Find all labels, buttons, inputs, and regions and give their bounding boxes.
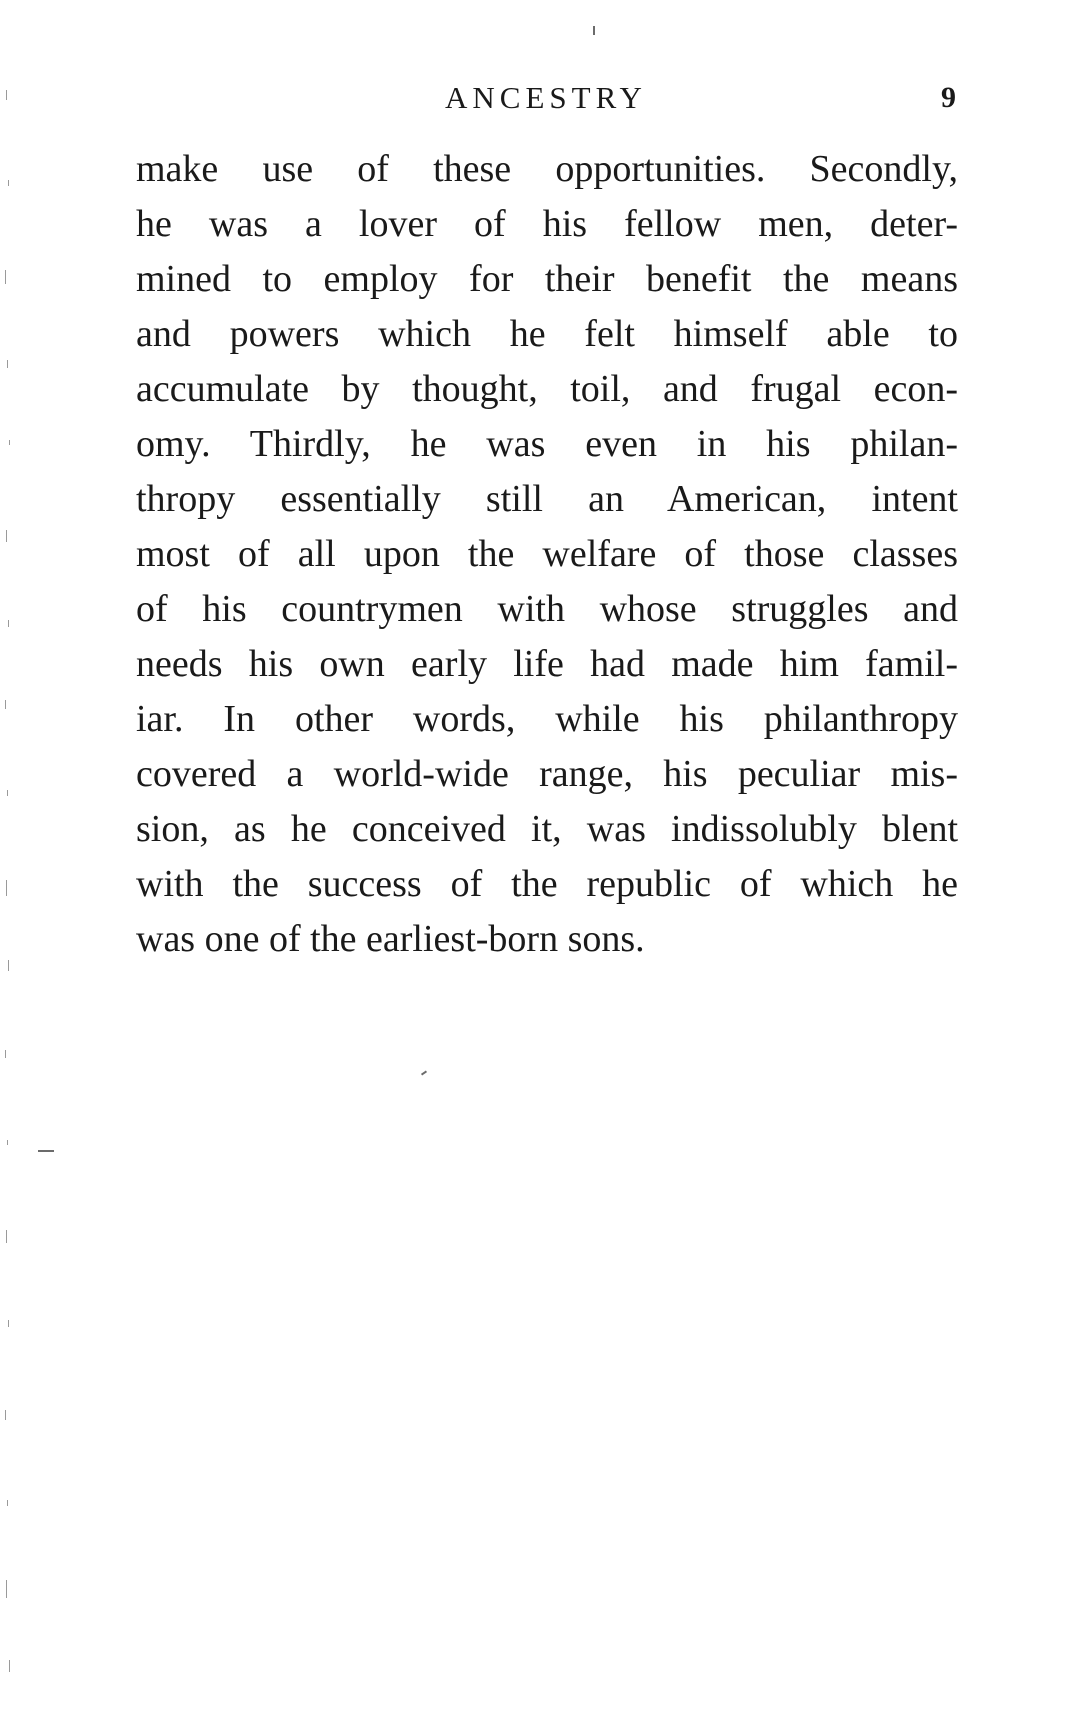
page-edge-specks xyxy=(0,60,16,1700)
text-line: with the success of the republic of which he xyxy=(136,863,958,905)
body-paragraph xyxy=(136,142,958,967)
text-line: thropy essentially still an American, intent xyxy=(136,478,958,520)
ink-speck-top xyxy=(593,26,595,35)
page-number: 9 xyxy=(941,81,956,114)
text-line: covered a world-wide range, his peculiar mis- xyxy=(136,753,958,795)
running-title: ANCESTRY xyxy=(445,80,647,115)
text-line: iar. In other words, while his philanthropy xyxy=(136,698,958,740)
ink-speck-mid xyxy=(421,1070,427,1075)
text-line: mined to employ for their benefit the means xyxy=(136,258,958,300)
ink-dash-left xyxy=(38,1150,54,1152)
text-line: most of all upon the welfare of those classes xyxy=(136,533,958,575)
text-line: needs his own early life had made him famil- xyxy=(136,643,958,685)
text-line-last: was one of the earliest-born sons. xyxy=(136,918,645,960)
text-line: make use of these opportunities. Secondly, xyxy=(136,148,958,190)
text-line: accumulate by thought, toil, and frugal econ- xyxy=(136,368,958,410)
text-line: he was a lover of his fellow men, deter- xyxy=(136,203,958,245)
text-line: sion, as he conceived it, was indissolubly blent xyxy=(136,808,958,850)
text-line: of his countrymen with whose struggles and xyxy=(136,588,958,630)
running-head xyxy=(136,78,956,118)
text-line: and powers which he felt himself able to xyxy=(136,313,958,355)
text-line: omy. Thirdly, he was even in his philan- xyxy=(136,423,958,465)
